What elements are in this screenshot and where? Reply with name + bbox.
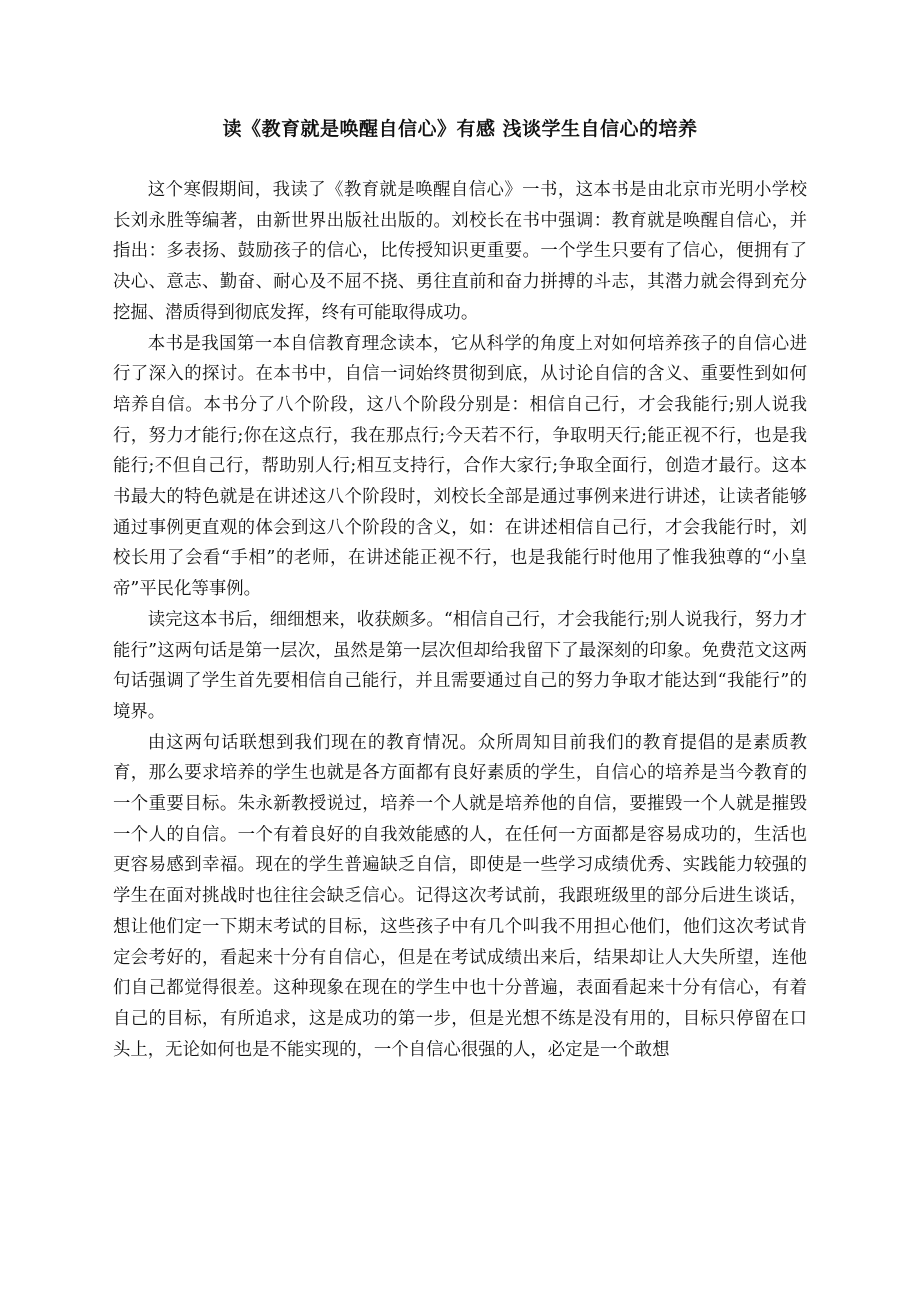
document-body: [113, 175, 807, 1065]
paragraph: 读完这本书后，细细想来，收获颇多。“相信自己行，才会我能行;别人说我行，努力才能行”这两句话是第一层次，虽然是第一层次但却给我留下了最深刻的印象。免费范文这两句话强调了学生首先要相信自己能行，并且需要通过自己的努力争取才能达到“我能行”的境界。: [113, 609, 807, 722]
document-title: 读《教育就是唤醒自信心》有感 浅谈学生自信心的培养: [222, 118, 698, 140]
paragraph: 这个寒假期间，我读了《教育就是唤醒自信心》一书，这本书是由北京市光明小学校长刘永胜等编著，由新世界出版社出版的。刘校长在书中强调：教育就是唤醒自信心，并指出：多表扬、鼓励孩子的信心，比传授知识更重要。一个学生只要有了信心，便拥有了决心、意志、勤奋、耐心及不屈不挠、勇往直前和奋力拼搏的斗志，其潜力就会得到充分挖掘、潜质得到彻底发挥，终有可能取得成功。: [113, 180, 807, 323]
paragraph: 由这两句话联想到我们现在的教育情况。众所周知目前我们的教育提倡的是素质教育，那么要求培养的学生也就是各方面都有良好素质的学生，自信心的培养是当今教育的一个重要目标。朱永新教授说过，培养一个人就是培养他的自信，要摧毁一个人就是摧毁一个人的自信。一个有着良好的自我效能感的人，在任何一方面都是容易成功的，生活也更容易感到幸福。现在的学生普遍缺乏自信，即使是一些学习成绩优秀、实践能力较强的学生在面对挑战时也往往会缺乏信心。记得这次考试前，我跟班级里的部分后进生谈话，想让他们定一下期末考试的目标，这些孩子中有几个叫我不用担心他们，他们这次考试肯定会考好的，看起来十分有自信心，但是在考试成绩出来后，结果却让人大失所望，连他们自己都觉得很差。这种现象在现在的学生中也十分普遍，表面看起来十分有信心，有着自己的目标，有所追求，这是成功的第一步，但是光想不练是没有用的，目标只停留在口头上，无论如何也是不能实现的，一个自信心很强的人，必定是一个敢想: [113, 732, 807, 1060]
paragraph: 本书是我国第一本自信教育理念读本，它从科学的角度上对如何培养孩子的自信心进行了深入的探讨。在本书中，自信一词始终贯彻到底，从讨论自信的含义、重要性到如何培养自信。本书分了八个阶段，这八个阶段分别是：相信自己行，才会我能行;别人说我行，努力才能行;你在这点行，我在那点行;今天若不行，争取明天行;能正视不行，也是我能行;不但自己行，帮助别人行;相互支持行，合作大家行;争取全面行，创造才最行。这本书最大的特色就是在讲述这八个阶段时，刘校长全部是通过事例来进行讲述，让读者能够通过事例更直观的体会到这八个阶段的含义，如：在讲述相信自己行，才会我能行时，刘校长用了会看“手相”的老师，在讲述能正视不行，也是我能行时他用了惟我独尊的“小皇帝”平民化等事例。: [113, 333, 807, 600]
